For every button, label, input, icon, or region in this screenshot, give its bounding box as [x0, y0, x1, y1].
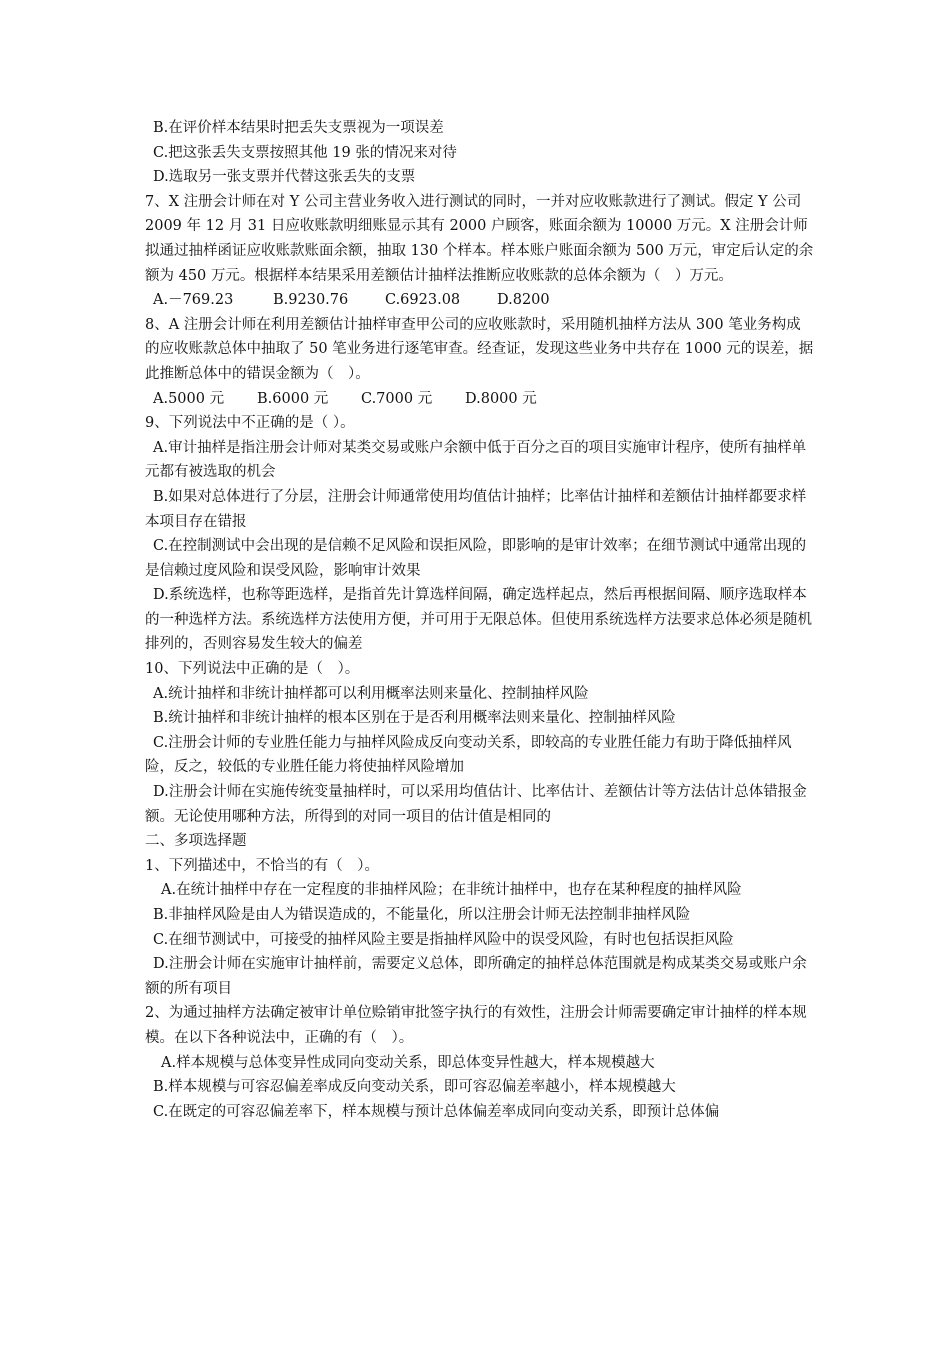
- option-text: A.在统计抽样中存在一定程度的非抽样风险；在非统计抽样中，也存在某种程度的抽样风险: [161, 882, 742, 899]
- option-c: C.6923.08: [385, 292, 461, 309]
- option-line: D.选取另一张支票并代替这张丢失的支票: [153, 169, 416, 186]
- question-9-option-a: [145, 436, 815, 485]
- option-line: B.在评价样本结果时把丢失支票视为一项误差: [153, 120, 444, 136]
- option-text: D.系统选样，也称等距选样，是指首先计算选样间隔，确定选样起点，然后再根据间隔、顺序选取样本的一种选样方法。系统选样方法使用方便，并可用于无限总体。但使用系统选样方法要求总体必须是随机排列的，否则容易发生较大的偏差: [145, 587, 812, 653]
- option-a: A.－769.23: [153, 292, 234, 309]
- option-text: B.如果对总体进行了分层，注册会计师通常使用均值估计抽样；比率估计抽样和差额估计抽样都要求样本项目存在错报: [145, 488, 807, 530]
- option-text: C.在控制测试中会出现的是信赖不足风险和误拒风险，即影响的是审计效率；在细节测试中通常出现的是信赖过度风险和误受风险，影响审计效果: [145, 538, 807, 579]
- multi-question-1-option-b: B.非抽样风险是由人为错误造成的，不能量化，所以注册会计师无法控制非抽样风险: [153, 907, 691, 923]
- question-10: 10、下列说法中正确的是（ ）。: [145, 661, 360, 678]
- option-text: D.注册会计师在实施传统变量抽样时，可以采用均值估计、比率估计、差额估计等方法估计总体错报金额。无论使用哪种方法，所得到的对同一项目的估计值是相同的: [145, 784, 807, 825]
- multi-question-2-option-b: B.样本规模与可容忍偏差率成反向变动关系，即可容忍偏差率越小，样本规模越大: [153, 1079, 676, 1096]
- multi-question-1-option-a: [145, 878, 815, 903]
- section-heading: 二、多项选择题: [145, 833, 247, 850]
- question-7-options: [145, 288, 815, 313]
- question-10-option-a: A.统计抽样和非统计抽样都可以利用概率法则来量化、控制抽样风险: [153, 685, 589, 702]
- option-a: A.5000 元: [153, 390, 225, 407]
- option-text: D.注册会计师在实施审计抽样前，需要定义总体，即所确定的抽样总体范围就是构成某类交易或账户余额的所有项目: [145, 956, 807, 997]
- multi-question-1: 1、下列描述中，不恰当的有（ ）。: [145, 857, 379, 874]
- option-c: C.7000 元: [361, 390, 433, 407]
- multi-question-2-option-c: C.在既定的可容忍偏差率下，样本规模与预计总体偏差率成同向变动关系，即预计总体偏: [153, 1103, 720, 1120]
- option-line: C.把这张丢失支票按照其他 19 张的情况来对待: [153, 144, 457, 161]
- option-b: B.6000 元: [257, 390, 329, 407]
- question-10-option-d: [145, 780, 815, 829]
- question-8-options: [145, 387, 815, 412]
- option-d: D.8000 元: [465, 390, 537, 407]
- option-text: C.注册会计师的专业胜任能力与抽样风险成反向变动关系，即较高的专业胜任能力有助于降低抽样风险，反之，较低的专业胜任能力将使抽样风险增加: [145, 734, 792, 776]
- question-9-option-c: [145, 534, 815, 583]
- document-body: [145, 116, 815, 1124]
- multi-question-1-option-c: [145, 928, 815, 953]
- multi-question-2-option-a: A.样本规模与总体变异性成同向变动关系，即总体变异性越大，样本规模越大: [161, 1054, 655, 1071]
- option-d: D.8200: [497, 292, 550, 309]
- question-7: 7、X 注册会计师在对 Y 公司主营业务收入进行测试的同时，一并对应收账款进行了测试。假定 Y 公司 2009 年 12 月 31 日应收账款明细账显示其有 2000 户顾客，账面余额为 10000 万元。X 注册会计师拟通过抽样函证应收账款账面余额，抽取 130 个样本。样本账户账面余额为 500 万元，审定后认定的余额为 450 万元。根据样本结果采用差额估计抽样法推断应收账款的总体余额为（ ）万元。: [145, 193, 814, 284]
- option-b: B.9230.76: [273, 292, 349, 309]
- option-text: C.在细节测试中，可接受的抽样风险主要是指抽样风险中的误受风险，有时也包括误拒风险: [153, 931, 734, 948]
- question-9-option-d: [145, 583, 815, 657]
- question-8: 8、A 注册会计师在利用差额估计抽样审查甲公司的应收账款时，采用随机抽样方法从 300 笔业务构成的应收账款总体中抽取了 50 笔业务进行逐笔审查。经查证，发现这些业务中共存在 1000 元的误差，据此推断总体中的错误金额为（ ）。: [145, 316, 814, 382]
- question-10-option-b: B.统计抽样和非统计抽样的根本区别在于是否利用概率法则来量化、控制抽样风险: [153, 710, 676, 727]
- question-9-option-b: [145, 485, 815, 534]
- question-9: 9、下列说法中不正确的是（ ）。: [145, 415, 355, 432]
- multi-question-2: 2、为通过抽样方法确定被审计单位赊销审批签字执行的有效性，注册会计师需要确定审计抽样的样本规模。在以下各种说法中，正确的有（ ）。: [145, 1005, 807, 1046]
- multi-question-1-option-d: [145, 952, 815, 1001]
- option-text: A.审计抽样是指注册会计师对某类交易或账户余额中低于百分之百的项目实施审计程序，使所有抽样单元都有被选取的机会: [145, 439, 807, 481]
- question-10-option-c: [145, 731, 815, 780]
